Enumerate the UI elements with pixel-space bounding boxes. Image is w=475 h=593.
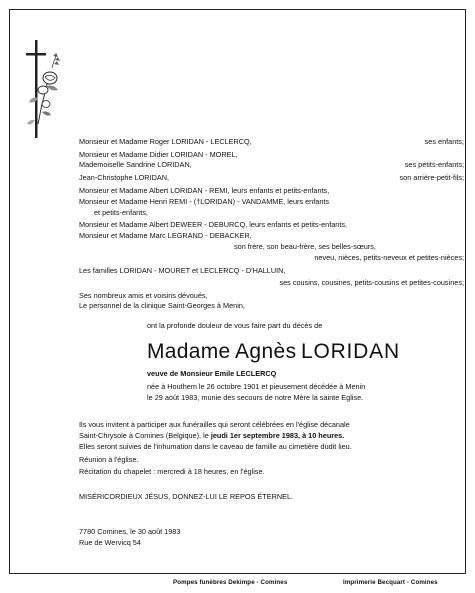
family-name-text: Les familles LORIDAN - MOURET et LECLERCQ - D'HALLUIN, bbox=[79, 266, 286, 275]
family-name-text: Monsieur et Madame Albert LORIDAN - REMI, leurs enfants et petits-enfants, bbox=[79, 186, 330, 195]
birth-line bbox=[147, 382, 464, 391]
family-line-7 bbox=[94, 208, 464, 217]
family-name-text: Monsieur et Madame Didier LORIDAN - MOREL, bbox=[79, 150, 238, 159]
widow-text: veuve de Monsieur Emile LECLERCQ bbox=[147, 369, 277, 378]
funeral-date-text: jeudi 1er septembre 1983, à 10 heures. bbox=[210, 431, 345, 440]
funeral-text: Saint-Chrysole à Comines (Belgique), le bbox=[79, 431, 211, 440]
family-name-text: et petits-enfants, bbox=[94, 208, 148, 217]
family-line-15 bbox=[79, 301, 464, 310]
family-line-10 bbox=[234, 242, 464, 251]
relation-text: son frère, son beau-frère, ses belles-sœurs, bbox=[234, 242, 376, 251]
funeral-line-3 bbox=[79, 442, 464, 451]
family-line-6 bbox=[79, 197, 464, 206]
funeral-text: Ils vous invitent à participer aux funérailles qui seront célébrées en l'église décanale bbox=[79, 420, 350, 429]
address-line-1 bbox=[79, 527, 464, 536]
family-name-text: Monsieur et Madame Henri REMI - (†LORIDAN) - VANDAMME, leurs enfants bbox=[79, 197, 330, 206]
family-line-14 bbox=[79, 291, 464, 300]
family-name-text: Monsieur et Madame Albert DEWEER - DEBURCQ, leurs enfants et petits-enfants, bbox=[79, 220, 348, 229]
family-line-5 bbox=[79, 186, 464, 195]
deceased-name bbox=[147, 340, 400, 364]
funeral-text: Réunion à l'église. bbox=[79, 455, 139, 464]
family-line-3 bbox=[79, 160, 464, 169]
family-name-text: Le personnel de la clinique Saint-Georges à Menin, bbox=[79, 301, 245, 310]
place-date-text: 7780 Comines, le 30 août 1983 bbox=[79, 527, 181, 536]
funeral-home-credit: Pompes funèbres Dekimpe - Comines bbox=[173, 579, 288, 586]
relation-text: ses enfants; bbox=[424, 137, 464, 146]
prayer-line bbox=[79, 492, 464, 501]
family-name-text: Monsieur et Madame Marc LEGRAND - DEBACKER, bbox=[79, 231, 252, 240]
relation-text: ses cousins, cousines, petits-cousins et petites-cousines; bbox=[279, 278, 464, 287]
funeral-line-2 bbox=[79, 431, 464, 440]
widow-line bbox=[147, 369, 464, 378]
family-line-2 bbox=[79, 150, 464, 159]
funeral-line-5 bbox=[79, 467, 464, 476]
funeral-text: Récitation du chapelet : mercredi à 18 heures, en l'église. bbox=[79, 467, 265, 476]
family-name-text: Ses nombreux amis et voisins dévoués, bbox=[79, 291, 208, 300]
birth-text: née à Houthem le 26 octobre 1901 et pieusement décédée à Menin bbox=[147, 382, 366, 391]
funeral-text: Elles seront suivies de l'inhumation dans le caveau de famille au cimetière dudit lieu. bbox=[79, 442, 352, 451]
family-line-8 bbox=[79, 220, 464, 229]
address-line-2 bbox=[79, 538, 464, 547]
deceased-title: Madame bbox=[147, 340, 231, 363]
death-text: le 29 août 1983, munie des secours de notre Mère la sainte Eglise. bbox=[147, 393, 364, 402]
family-name-text: Mademoiselle Sandrine LORIDAN, bbox=[79, 160, 192, 169]
relation-text: neveu, nièces, petits-neveux et petites-nièces; bbox=[314, 253, 464, 262]
family-line-4 bbox=[79, 173, 464, 182]
relation-text: ses petits-enfants; bbox=[404, 160, 464, 169]
printer-credit: Imprimerie Becquart - Comines bbox=[343, 579, 438, 586]
family-name-text: Monsieur et Madame Roger LORIDAN - LECLERCQ, bbox=[79, 137, 252, 146]
family-line-9 bbox=[79, 231, 464, 240]
mourning-card bbox=[9, 9, 466, 574]
announcement-text: ont la profonde douleur de vous faire part du décès de bbox=[147, 321, 323, 330]
street-address-text: Rue de Wervicq 54 bbox=[79, 538, 141, 547]
funeral-line-4 bbox=[79, 455, 464, 464]
funeral-line-1 bbox=[79, 420, 464, 429]
family-line-12 bbox=[79, 266, 464, 275]
prayer-text: MISÉRICORDIEUX JÉSUS, DONNEZ-LUI LE REPOS ÉTERNEL. bbox=[79, 492, 294, 501]
deceased-last-name: LORIDAN bbox=[300, 340, 400, 363]
death-line bbox=[147, 393, 464, 402]
deceased-first-name: Agnès bbox=[234, 340, 297, 363]
announcement-line bbox=[147, 321, 464, 330]
family-name-text: Jean-Christophe LORIDAN, bbox=[79, 173, 170, 182]
relation-text: son arrière-petit-fils; bbox=[399, 173, 464, 182]
family-line-1 bbox=[79, 137, 464, 146]
